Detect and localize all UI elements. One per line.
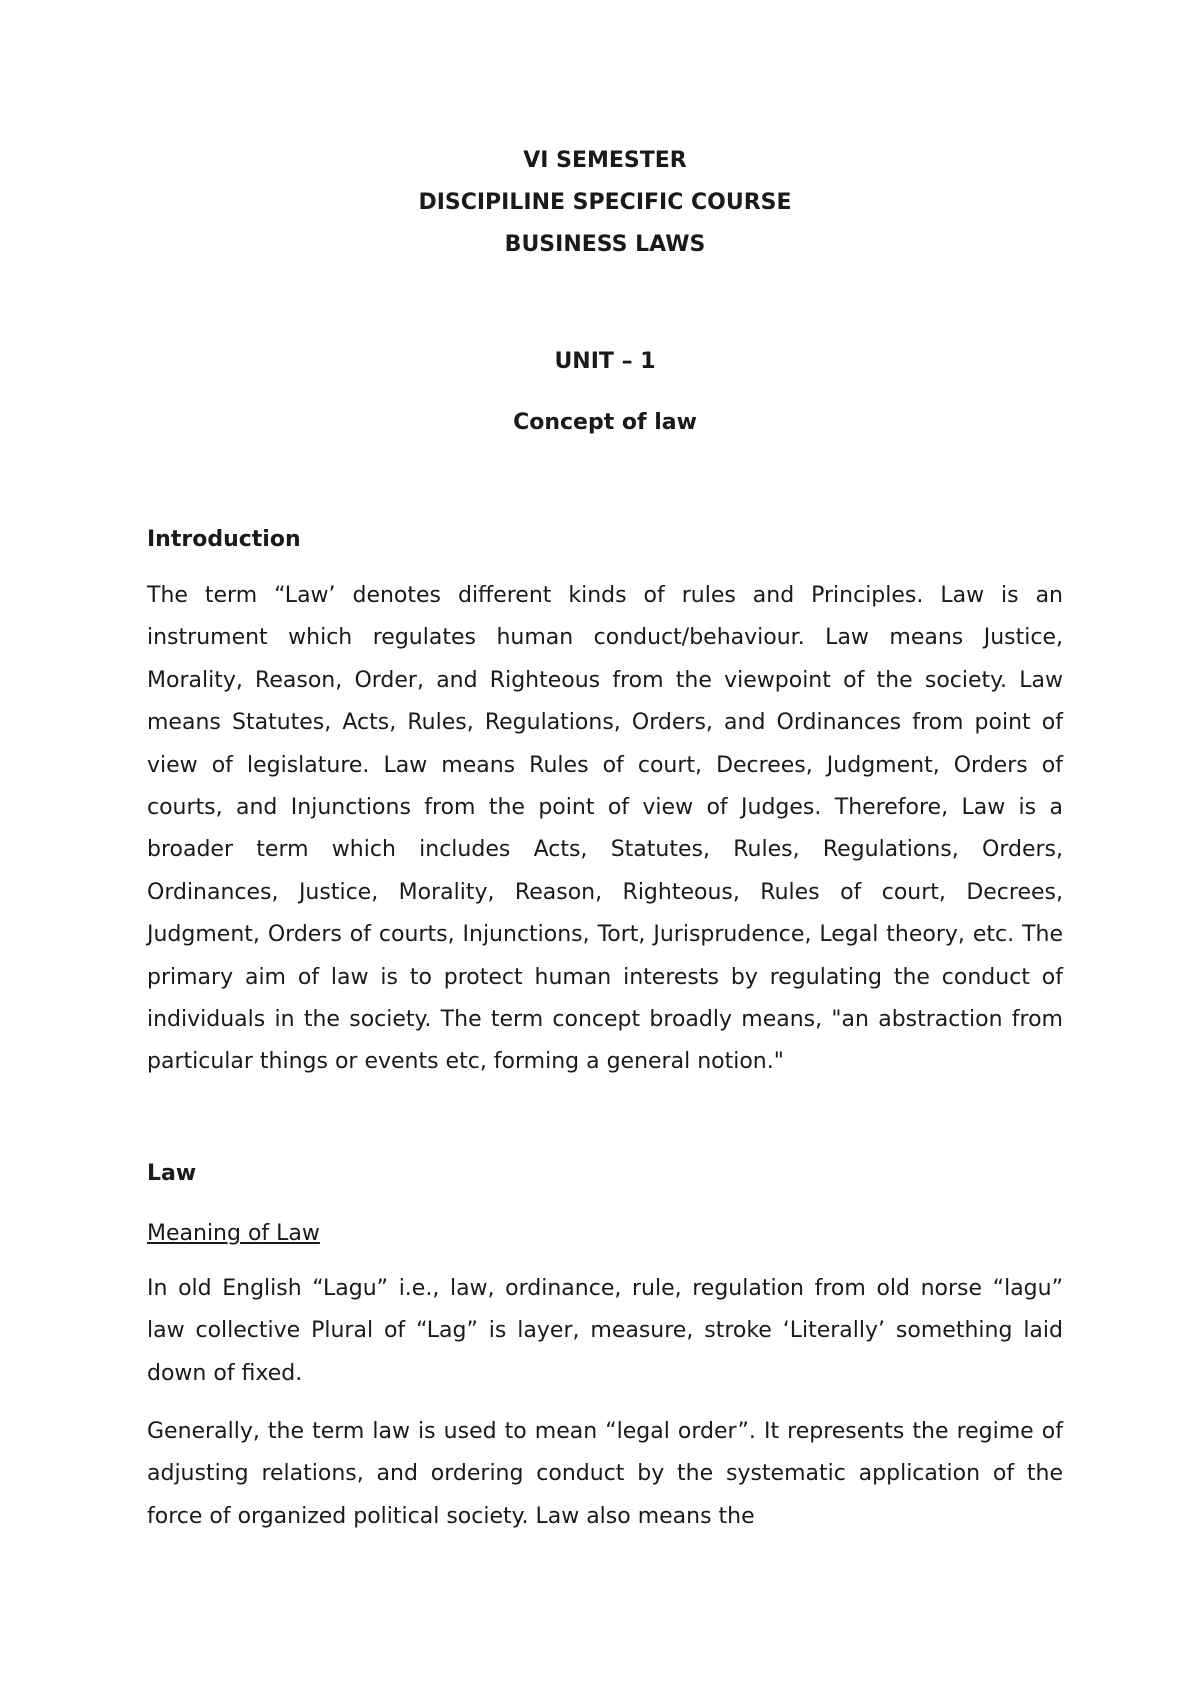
meaning-paragraph-1: In old English “Lagu” i.e., law, ordinance, rule, regulation from old norse “lagu” law collective Plural of “Lag” is layer, measure, stroke ‘Literally’ something laid down of fixed.	[147, 1276, 1063, 1386]
introduction-paragraph: The term “Law’ denotes different kinds of rules and Principles. Law is an instrument which regulates human conduct/behaviour. Law means Justice, Morality, Reason, Order, and Righteous from the viewpoint of the society. Law means Statutes, Acts, Rules, Regulations, Orders, and Ordinances from point of view of legislature. Law means Rules of court, Decrees, Judgment, Orders of courts, and Injunctions from the point of view of Judges. Therefore, Law is a broader term which includes Acts, Statutes, Rules, Regulations, Orders, Ordinances, Justice, Morality, Reason, Righteous, Rules of court, Decrees, Judgment, Orders of courts, Injunctions, Tort, Jurisprudence, Legal theory, etc. The primary aim of law is to protect human interests by regulating the conduct of individuals in the society. The term concept broadly means, "an abstraction from particular things or events etc, forming a general notion."	[147, 583, 1063, 1075]
unit-number: UNIT – 1	[554, 349, 656, 374]
semester-title: VI SEMESTER	[523, 148, 687, 173]
subject-title: BUSINESS LAWS	[504, 232, 706, 257]
unit-title: Concept of law	[513, 410, 697, 435]
meaning-paragraph-2: Generally, the term law is used to mean “legal order”. It represents the regime of adjusting relations, and ordering conduct by the systematic application of the force of organized political society. Law also means the	[147, 1419, 1063, 1529]
law-heading: Law	[147, 1161, 197, 1186]
introduction-heading: Introduction	[147, 527, 301, 552]
course-type-title: DISCIPILINE SPECIFIC COURSE	[418, 190, 792, 215]
meaning-of-law-heading: Meaning of Law	[147, 1221, 320, 1246]
